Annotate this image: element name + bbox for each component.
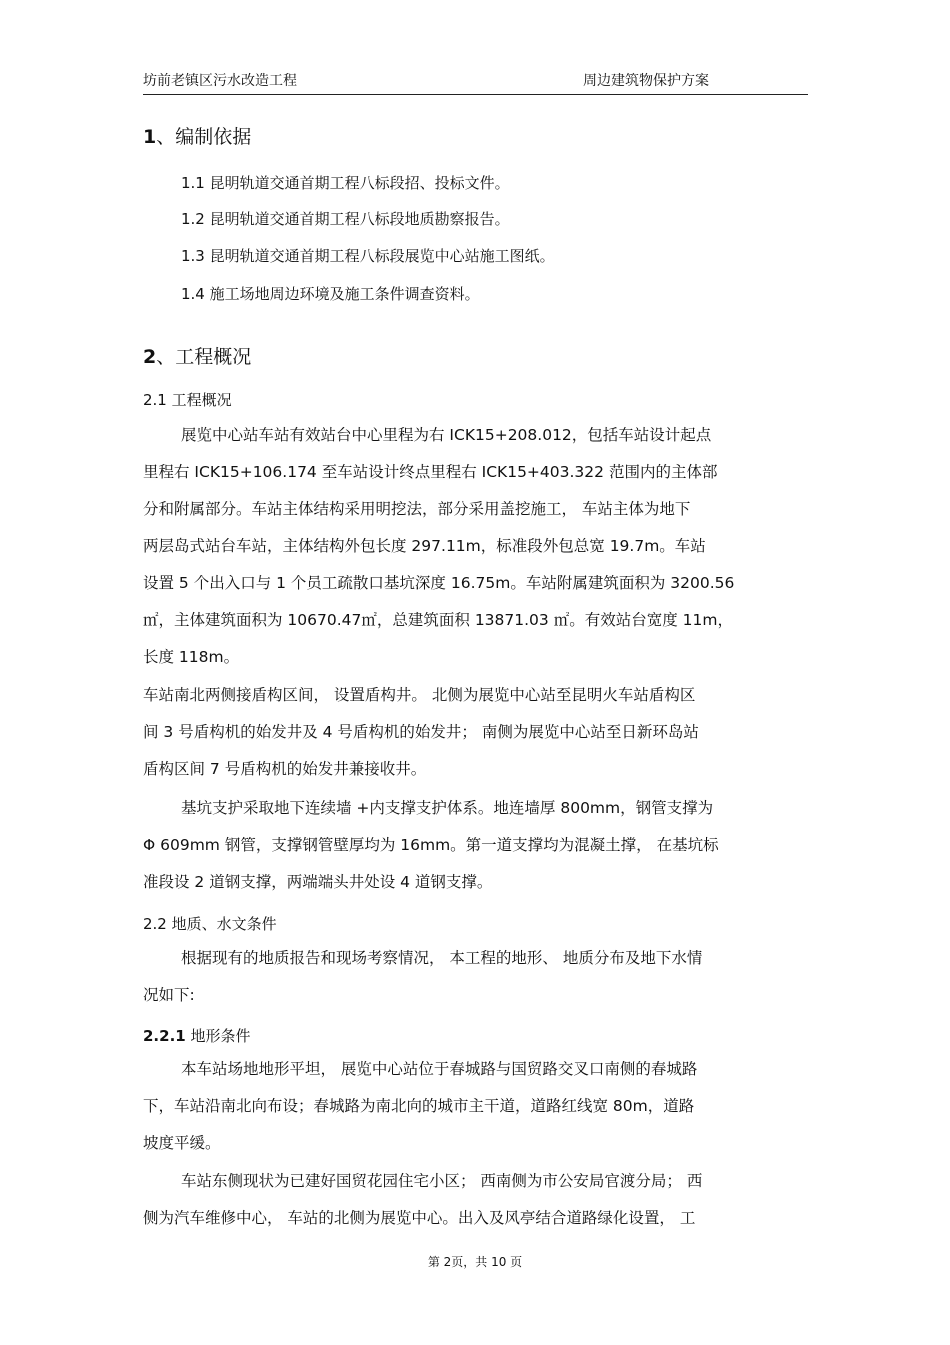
section-2-heading	[143, 342, 251, 369]
section-1-heading	[143, 122, 251, 149]
paragraph-line: 两层岛式站台车站，主体结构外包长度 297.11m，标准段外包总宽 19.7m。车站	[143, 537, 706, 555]
paragraph-line: 准段设 2 道钢支撑，两端端头井处设 4 道钢支撑。	[143, 873, 493, 891]
section-1-item-4: 1.4 施工场地周边环境及施工条件调查资料。	[181, 285, 480, 303]
section-2-title: 、工程概况	[156, 346, 252, 368]
paragraph-line: 下，车站沿南北向布设；春城路为南北向的城市主干道，道路红线宽 80m，道路	[143, 1097, 695, 1115]
page-number-footer: 第 2页，共 10 页	[427, 1255, 523, 1269]
section-2-number: 2	[143, 346, 157, 368]
section-1-title: 、编制依据	[156, 126, 252, 148]
subsection-2-2-1-title: 地形条件	[185, 1027, 251, 1045]
paragraph-line: 基坑支护采取地下连续墙 +内支撑支护体系。地连墙厚 800mm，钢管支撑为	[181, 799, 714, 817]
paragraph-terrain	[143, 1051, 808, 1162]
paragraph-line: 展览中心站车站有效站台中心里程为右 ICK15+208.012，包括车站设计起点	[181, 426, 712, 444]
paragraph-line: 根据现有的地质报告和现场考察情况， 本工程的地形、 地质分布及地下水情	[181, 949, 703, 967]
subsection-2-2-1-number: 2.2.1	[143, 1027, 186, 1045]
subsection-2-2-1-heading	[143, 1025, 251, 1046]
header-project-name: 坊前老镇区污水改造工程	[143, 73, 297, 89]
paragraph-line: Φ 609mm 钢管，支撑钢管壁厚均为 16mm。第一道支撑均为混凝土撑， 在基坑标	[143, 836, 719, 854]
subsection-2-1-heading: 2.1 工程概况	[143, 391, 232, 409]
section-1-number: 1	[143, 126, 157, 148]
paragraph-project-overview	[143, 417, 808, 676]
paragraph-geology-intro	[143, 940, 808, 1014]
paragraph-line: 车站东侧现状为已建好国贸花园住宅小区； 西南侧为市公安局官渡分局； 西	[181, 1172, 703, 1190]
paragraph-shield-sections	[143, 677, 808, 788]
paragraph-line: 车站南北两侧接盾构区间， 设置盾构井。 北侧为展览中心站至昆明火车站盾构区	[143, 686, 696, 704]
section-1-item-3: 1.3 昆明轨道交通首期工程八标段展览中心站施工图纸。	[181, 247, 555, 265]
paragraph-line: 侧为汽车维修中心， 车站的北侧为展览中心。出入及风亭结合道路绿化设置， 工	[143, 1209, 696, 1227]
paragraph-line: 里程右 ICK15+106.174 至车站设计终点里程右 ICK15+403.322 范围内的主体部	[143, 463, 718, 481]
header-document-title: 周边建筑物保护方案	[583, 73, 709, 89]
subsection-2-2-heading: 2.2 地质、水文条件	[143, 915, 277, 933]
paragraph-line: 设置 5 个出入口与 1 个员工疏散口基坑深度 16.75m。车站附属建筑面积为 3200.56	[143, 574, 735, 592]
page-header	[143, 70, 808, 95]
paragraph-pit-support	[143, 790, 808, 901]
paragraph-surroundings	[143, 1163, 808, 1237]
paragraph-line: 坡度平缓。	[143, 1134, 221, 1152]
paragraph-line: 间 3 号盾构机的始发井及 4 号盾构机的始发井； 南侧为展览中心站至日新环岛站	[143, 723, 699, 741]
paragraph-line: 况如下:	[143, 986, 195, 1004]
section-1-item-2: 1.2 昆明轨道交通首期工程八标段地质勘察报告。	[181, 210, 510, 228]
section-1-item-1: 1.1 昆明轨道交通首期工程八标段招、投标文件。	[181, 174, 510, 192]
paragraph-line: 长度 118m。	[143, 648, 240, 666]
paragraph-line: 盾构区间 7 号盾构机的始发井兼接收井。	[143, 760, 427, 778]
paragraph-line: ㎡，主体建筑面积为 10670.47㎡，总建筑面积 13871.03 ㎡。有效站台宽度 11m，	[143, 611, 733, 629]
paragraph-line: 分和附属部分。车站主体结构采用明挖法，部分采用盖挖施工， 车站主体为地下	[143, 500, 691, 518]
paragraph-line: 本车站场地地形平坦， 展览中心站位于春城路与国贸路交叉口南侧的春城路	[181, 1060, 698, 1078]
